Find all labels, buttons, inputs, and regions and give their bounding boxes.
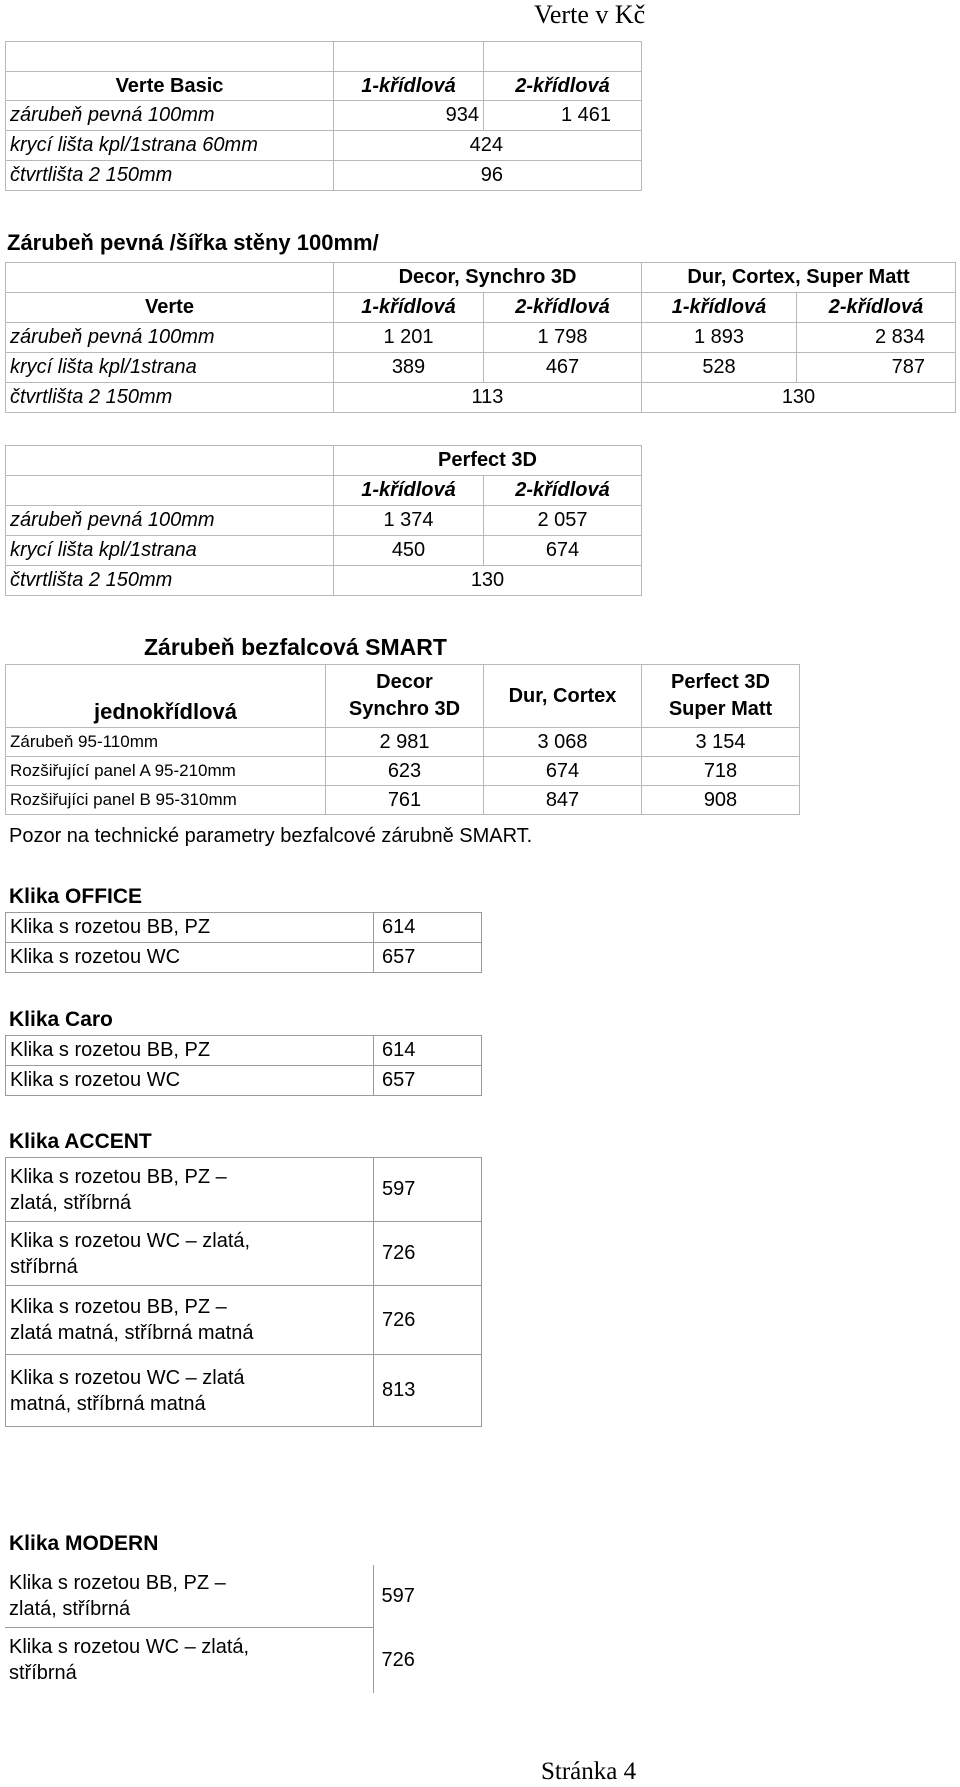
caro-value: 614 bbox=[374, 1036, 482, 1066]
smart-title: Zárubeň bezfalcová SMART bbox=[144, 634, 447, 660]
verte-value: 1 893 bbox=[642, 323, 797, 353]
perfect-col: 1-křídlová bbox=[334, 476, 484, 506]
smart-row-header: jednokřídlová bbox=[6, 665, 326, 728]
accent-row-line2: zlatá, stříbrná bbox=[10, 1191, 132, 1214]
modern-row-line1: Klika s rozetou BB, PZ – bbox=[9, 1571, 226, 1594]
caro-value: 657 bbox=[374, 1066, 482, 1096]
smart-col3-line1: Perfect 3D bbox=[671, 671, 770, 693]
accent-row-label bbox=[6, 1222, 374, 1286]
smart-value: 761 bbox=[326, 786, 484, 815]
perfect-table bbox=[5, 445, 642, 596]
smart-value: 674 bbox=[484, 757, 642, 786]
verte-table bbox=[5, 262, 956, 413]
office-value: 614 bbox=[374, 913, 482, 943]
caro-table bbox=[5, 1035, 482, 1096]
verte-col: 2-křídlová bbox=[484, 293, 642, 323]
smart-row-label: Rozšiřujíci panel B 95-310mm bbox=[6, 786, 326, 815]
smart-row-label: Rozšiřující panel A 95-210mm bbox=[6, 757, 326, 786]
perfect-row-label: čtvrtlišta 2 150mm bbox=[6, 566, 334, 596]
caro-row-label: Klika s rozetou BB, PZ bbox=[6, 1036, 374, 1066]
page-footer: Stránka 4 bbox=[541, 1758, 637, 1785]
smart-col1-line2: Synchro 3D bbox=[348, 698, 461, 720]
smart-table bbox=[5, 664, 800, 815]
verte-value: 1 201 bbox=[334, 323, 484, 353]
basic-col2: 2-křídlová bbox=[484, 72, 642, 101]
verte-value: 467 bbox=[484, 353, 642, 383]
smart-value: 3 068 bbox=[484, 728, 642, 757]
perfect-group: Perfect 3D bbox=[334, 446, 642, 476]
modern-value: 726 bbox=[381, 1648, 415, 1671]
office-row-label: Klika s rozetou WC bbox=[6, 943, 374, 973]
modern-row-line2: zlatá, stříbrná bbox=[9, 1597, 131, 1620]
smart-row-label: Zárubeň 95-110mm bbox=[6, 728, 326, 757]
accent-row-label bbox=[6, 1158, 374, 1222]
verte-value: 787 bbox=[797, 353, 956, 383]
page-header: Verte v Kč bbox=[534, 0, 646, 29]
accent-row-line1: Klika s rozetou WC – zlatá, bbox=[10, 1229, 251, 1252]
basic-value: 1 461 bbox=[484, 101, 642, 131]
basic-value: 96 bbox=[334, 161, 642, 191]
accent-row-line1: Klika s rozetou BB, PZ – bbox=[10, 1296, 227, 1318]
accent-row-line2: stříbrná bbox=[10, 1255, 78, 1278]
modern-table bbox=[5, 1565, 481, 1693]
verte-value: 389 bbox=[334, 353, 484, 383]
basic-value: 424 bbox=[334, 131, 642, 161]
perfect-row-label: zárubeň pevná 100mm bbox=[6, 506, 334, 536]
accent-row-line1: Klika s rozetou WC – zlatá bbox=[10, 1366, 245, 1389]
accent-row-line2: zlatá matná, stříbrná matná bbox=[10, 1322, 254, 1344]
modern-title: Klika MODERN bbox=[9, 1532, 159, 1555]
verte-value: 130 bbox=[642, 383, 956, 413]
perfect-value: 2 057 bbox=[484, 506, 642, 536]
accent-title: Klika ACCENT bbox=[9, 1130, 152, 1153]
basic-title: Verte Basic bbox=[6, 72, 334, 101]
accent-value: 726 bbox=[374, 1286, 482, 1355]
basic-row-label: krycí lišta kpl/1strana 60mm bbox=[6, 131, 334, 161]
smart-col1 bbox=[326, 665, 484, 728]
modern-row-line2: stříbrná bbox=[9, 1662, 77, 1685]
basic-value: 934 bbox=[334, 101, 484, 131]
verte-basic-table bbox=[5, 41, 642, 216]
office-row-label: Klika s rozetou BB, PZ bbox=[6, 913, 374, 943]
smart-col1-line1: Decor bbox=[376, 671, 433, 693]
smart-value: 623 bbox=[326, 757, 484, 786]
verte-row-label: čtvrtlišta 2 150mm bbox=[6, 383, 334, 413]
smart-value: 908 bbox=[642, 786, 800, 815]
smart-value: 3 154 bbox=[642, 728, 800, 757]
basic-col1: 1-křídlová bbox=[334, 72, 484, 101]
basic-row-label: zárubeň pevná 100mm bbox=[6, 101, 334, 131]
office-title: Klika OFFICE bbox=[9, 885, 143, 908]
modern-row-label bbox=[5, 1565, 373, 1627]
verte-row-label: krycí lišta kpl/1strana bbox=[6, 353, 334, 383]
verte-value: 1 798 bbox=[484, 323, 642, 353]
accent-value: 597 bbox=[374, 1158, 482, 1222]
modern-row-label bbox=[5, 1627, 373, 1693]
verte-value: 2 834 bbox=[797, 323, 956, 353]
verte-group1: Decor, Synchro 3D bbox=[334, 263, 642, 293]
perfect-value: 1 374 bbox=[334, 506, 484, 536]
perfect-value: 674 bbox=[484, 536, 642, 566]
verte-col: 1-křídlová bbox=[642, 293, 797, 323]
verte-title: Verte bbox=[6, 293, 334, 323]
office-table bbox=[5, 912, 482, 973]
basic-row-label: čtvrtlišta 2 150mm bbox=[6, 161, 334, 191]
modern-row-line1: Klika s rozetou WC – zlatá, bbox=[9, 1636, 250, 1659]
verte-value: 113 bbox=[334, 383, 642, 413]
accent-value: 726 bbox=[374, 1222, 482, 1286]
smart-note: Pozor na technické parametry bezfalcové zárubně SMART. bbox=[9, 825, 533, 847]
verte-col: 1-křídlová bbox=[334, 293, 484, 323]
verte-value: 528 bbox=[642, 353, 797, 383]
accent-table bbox=[5, 1157, 482, 1427]
accent-row-label bbox=[6, 1355, 374, 1427]
smart-value: 2 981 bbox=[326, 728, 484, 757]
perfect-value: 130 bbox=[334, 566, 642, 596]
smart-col2: Dur, Cortex bbox=[484, 665, 642, 728]
perfect-col: 2-křídlová bbox=[484, 476, 642, 506]
accent-value: 813 bbox=[374, 1355, 482, 1427]
perfect-value: 450 bbox=[334, 536, 484, 566]
smart-col3 bbox=[642, 665, 800, 728]
verte-col: 2-křídlová bbox=[797, 293, 956, 323]
accent-row-line2: matná, stříbrná matná bbox=[10, 1392, 206, 1415]
section-title-pevna: Zárubeň pevná /šířka stěny 100mm/ bbox=[7, 230, 379, 255]
accent-row-label bbox=[6, 1286, 374, 1355]
smart-value: 847 bbox=[484, 786, 642, 815]
perfect-row-label: krycí lišta kpl/1strana bbox=[6, 536, 334, 566]
modern-value: 597 bbox=[381, 1584, 415, 1607]
verte-group2: Dur, Cortex, Super Matt bbox=[642, 263, 956, 293]
smart-col3-line2: Super Matt bbox=[668, 698, 773, 720]
caro-title: Klika Caro bbox=[9, 1008, 113, 1031]
caro-row-label: Klika s rozetou WC bbox=[6, 1066, 374, 1096]
accent-row-line1: Klika s rozetou BB, PZ – bbox=[10, 1165, 227, 1188]
office-value: 657 bbox=[374, 943, 482, 973]
verte-row-label: zárubeň pevná 100mm bbox=[6, 323, 334, 353]
smart-value: 718 bbox=[642, 757, 800, 786]
